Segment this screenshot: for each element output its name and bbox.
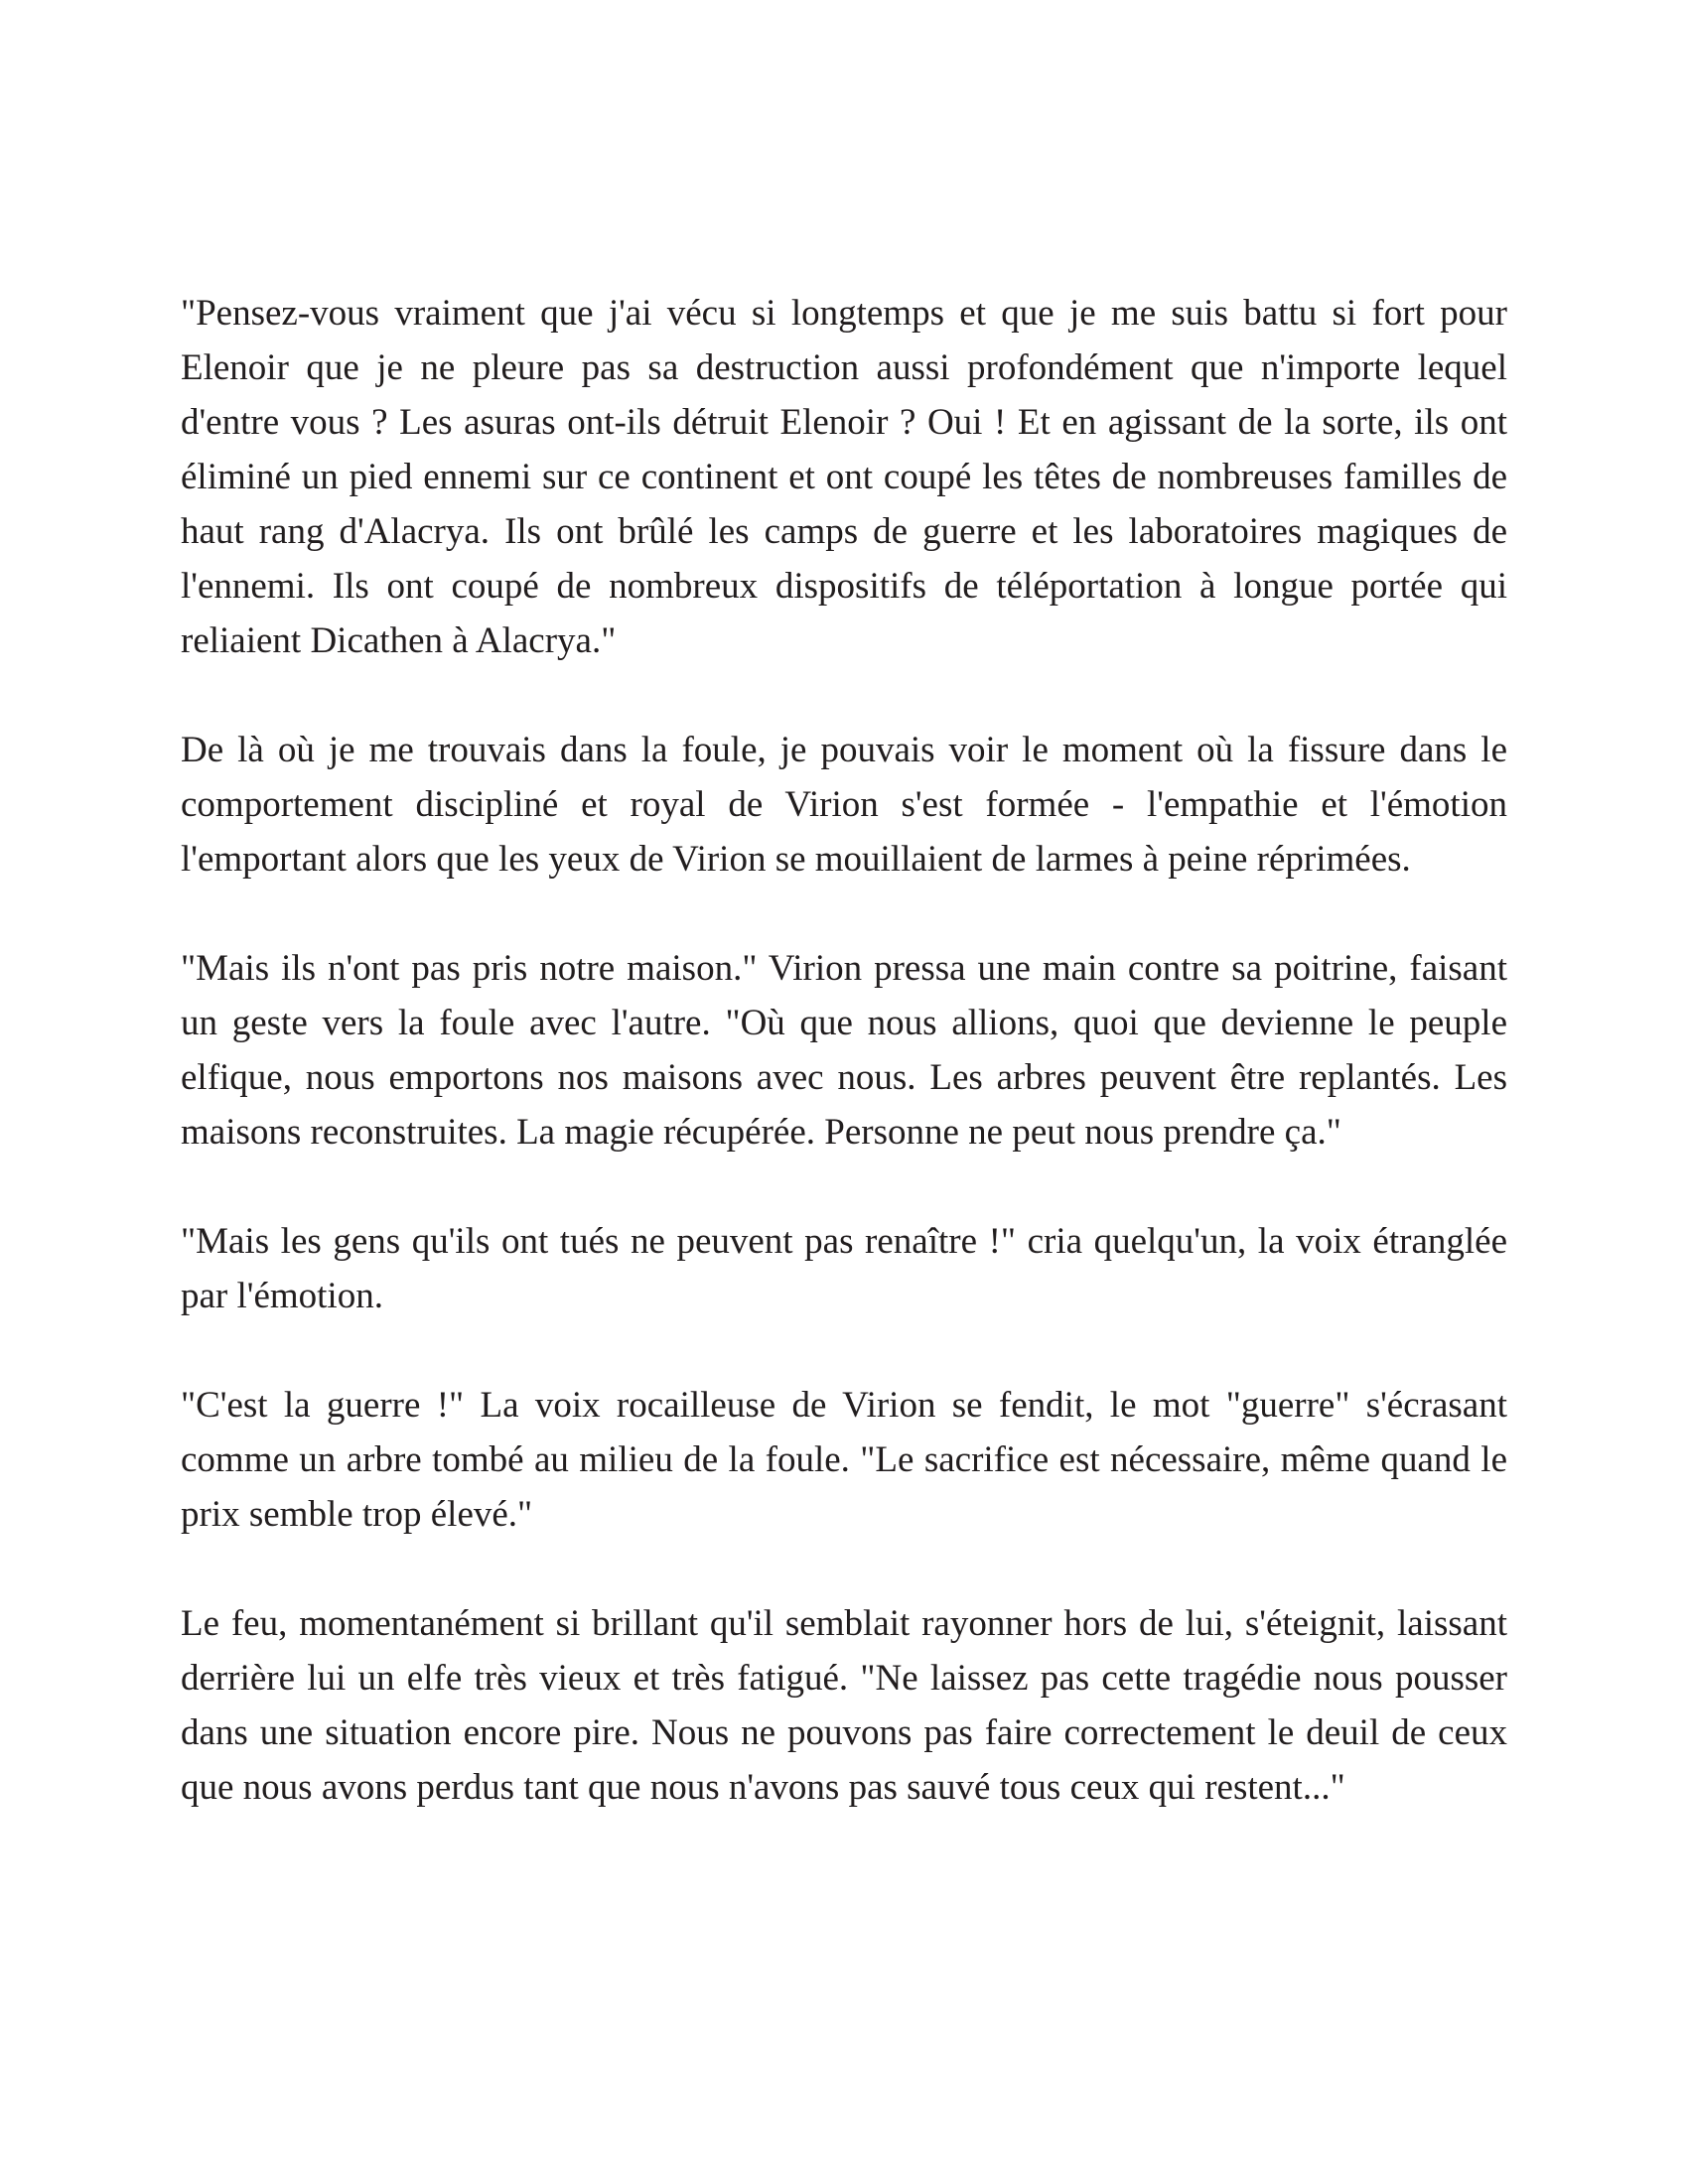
paragraph-3: "Mais ils n'ont pas pris notre maison." Virion pressa une main contre sa poitrine, faisant un geste vers la foule avec l'autre. "Où que nous allions, quoi que devienne le peuple elfique, nous emportons nos maisons avec nous. Les arbres peuvent être replantés. Les maisons reconstruites. La magie récupérée. Personne ne peut nous prendre ça." [181,948,1507,1153]
paragraph-1: "Pensez-vous vraiment que j'ai vécu si longtemps et que je me suis battu si fort pour Elenoir que je ne pleure pas sa destruction aussi profondément que n'importe lequel d'entre vous ? Les asuras ont-ils détruit Elenoir ? Oui ! Et en agissant de la sorte, ils ont éliminé un pied ennemi sur ce continent et ont coupé les têtes de nombreuses familles de haut rang d'Alacrya. Ils ont brûlé les camps de guerre et les laboratoires magiques de l'ennemi. Ils ont coupé de nombreux dispositifs de téléportation à longue portée qui reliaient Dicathen à Alacrya." [181,293,1507,661]
paragraph-4: "Mais les gens qu'ils ont tués ne peuvent pas renaître !" cria quelqu'un, la voix étranglée par l'émotion. [181,1221,1507,1316]
paragraph-2: De là où je me trouvais dans la foule, je pouvais voir le moment où la fissure dans le comportement discipliné et royal de Virion s'est formée - l'empathie et l'émotion l'emportant alors que les yeux de Virion se mouillaient de larmes à peine réprimées. [181,730,1507,880]
paragraph-5: "C'est la guerre !" La voix rocailleuse de Virion se fendit, le mot "guerre" s'écrasant comme un arbre tombé au milieu de la foule. "Le sacrifice est nécessaire, même quand le prix semble trop élevé." [181,1385,1507,1535]
paragraph-6: Le feu, momentanément si brillant qu'il semblait rayonner hors de lui, s'éteignit, laissant derrière lui un elfe très vieux et très fatigué. "Ne laissez pas cette tragédie nous pousser dans une situation encore pire. Nous ne pouvons pas faire correctement le deuil de ceux que nous avons perdus tant que nous n'avons pas sauvé tous ceux qui restent..." [181,1603,1507,1808]
